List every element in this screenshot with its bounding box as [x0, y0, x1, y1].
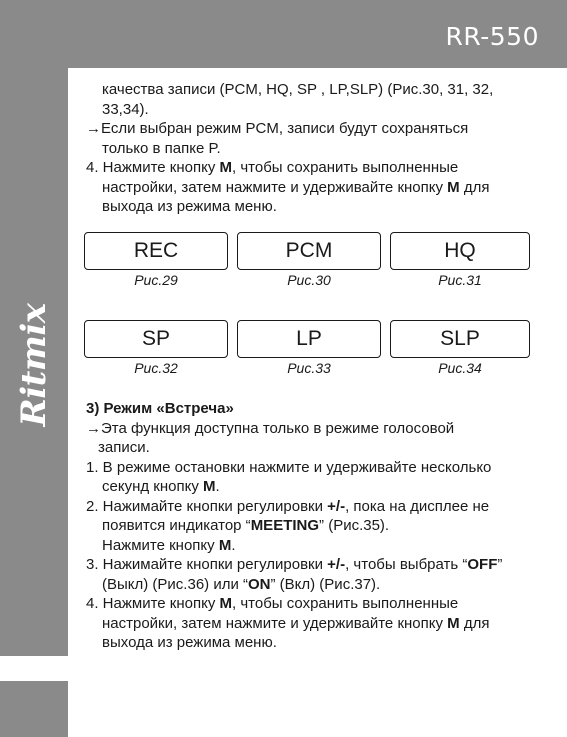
text-span: для [459, 614, 490, 632]
note-line: только в папке P. [102, 139, 221, 157]
caption-31: Рис.31 [438, 272, 482, 288]
text-line: качества записи (PCM, HQ, SP , LP,SLP) (Рис.30, 31, 32, [102, 81, 494, 98]
meeting-section [86, 399, 548, 653]
side-bar-bottom [0, 681, 68, 737]
indicator-meeting: MEETING [250, 517, 320, 534]
key-m: M [447, 178, 460, 196]
option-off: OFF [467, 556, 498, 573]
text-span: 2. Нажимайте кнопки регулировки [86, 497, 328, 515]
text-span: Нажмите кнопку [102, 536, 219, 554]
step-1-line-1: 1. В режиме остановки нажмите и удерживайте несколько [86, 458, 492, 476]
text-span: ” (Вкл) (Рис.37). [270, 575, 381, 593]
key-m: M [447, 614, 460, 632]
key-m: M [219, 159, 232, 176]
option-on: ON [248, 575, 271, 593]
key-m: M [219, 595, 232, 612]
step-4-line-1 [86, 594, 548, 614]
text-line: 33,34). [102, 100, 149, 118]
key-plus-minus: +/- [327, 497, 346, 515]
step-1-line-2 [86, 477, 548, 497]
text-span: , пока на дисплее не [345, 497, 490, 515]
display-slp: SLP [390, 320, 530, 358]
text-span: настройки, затем нажмите и удерживайте кнопку [102, 614, 448, 632]
section-heading: 3) Режим «Встреча» [86, 400, 234, 417]
top-text-block [86, 80, 548, 217]
caption-34: Рис.34 [438, 360, 482, 376]
caption-32: Рис.32 [134, 360, 178, 376]
step-4-line-3: выхода из режима меню. [102, 198, 277, 215]
display-hq: HQ [390, 232, 530, 270]
header-bar [0, 0, 567, 68]
caption-30: Рис.30 [287, 272, 331, 288]
panel-row-1 [84, 232, 534, 292]
text-span: секунд кнопку [102, 478, 203, 495]
display-pcm: PCM [237, 232, 381, 270]
step-4-line-1 [86, 158, 548, 178]
text-span: . [215, 478, 220, 495]
text-span: (Выкл) (Рис.36) или “ [102, 575, 248, 593]
model-title: RR-550 [445, 22, 539, 51]
display-rec: REC [84, 232, 228, 270]
step-4-line-3: выхода из режима меню. [102, 634, 277, 651]
key-m: M [218, 536, 232, 554]
text-span: , чтобы выбрать “ [345, 556, 468, 573]
note-line: →Эта функция доступна только в режиме голосовой [86, 419, 455, 437]
panel-row-2 [84, 320, 534, 380]
text-span: ” (Рис.35). [319, 517, 390, 534]
caption-33: Рис.33 [287, 360, 331, 376]
text-span: 4. Нажмите кнопку [86, 159, 220, 176]
step-4-line-2 [86, 614, 548, 634]
key-plus-minus: +/- [327, 556, 346, 573]
text-span: появится индикатор “ [102, 517, 251, 534]
step-2-line-2 [86, 516, 548, 536]
text-span: настройки, затем нажмите и удерживайте кнопку [102, 178, 448, 196]
caption-29: Рис.29 [134, 272, 178, 288]
text-span: 4. Нажмите кнопку [86, 595, 220, 612]
step-4-line-2 [86, 178, 548, 198]
step-2-line-1 [86, 497, 548, 517]
text-span: для [459, 178, 490, 196]
step-2-line-3 [86, 536, 548, 556]
text-span: 3. Нажимайте кнопки регулировки [86, 556, 328, 573]
key-m: M [203, 478, 216, 495]
text-span: ” [497, 556, 503, 573]
note-line: записи. [98, 439, 150, 456]
step-3-line-1 [86, 555, 548, 575]
display-lp: LP [237, 320, 381, 358]
step-3-line-2 [86, 575, 548, 595]
text-span: , чтобы сохранить выполненные [232, 159, 459, 176]
brand-logo: Ritmix [14, 303, 54, 427]
display-sp: SP [84, 320, 228, 358]
note-line: →Если выбран режим PCM, записи будут сохраняться [86, 120, 469, 137]
text-span: . [231, 536, 236, 554]
text-span: , чтобы сохранить выполненные [232, 595, 459, 612]
